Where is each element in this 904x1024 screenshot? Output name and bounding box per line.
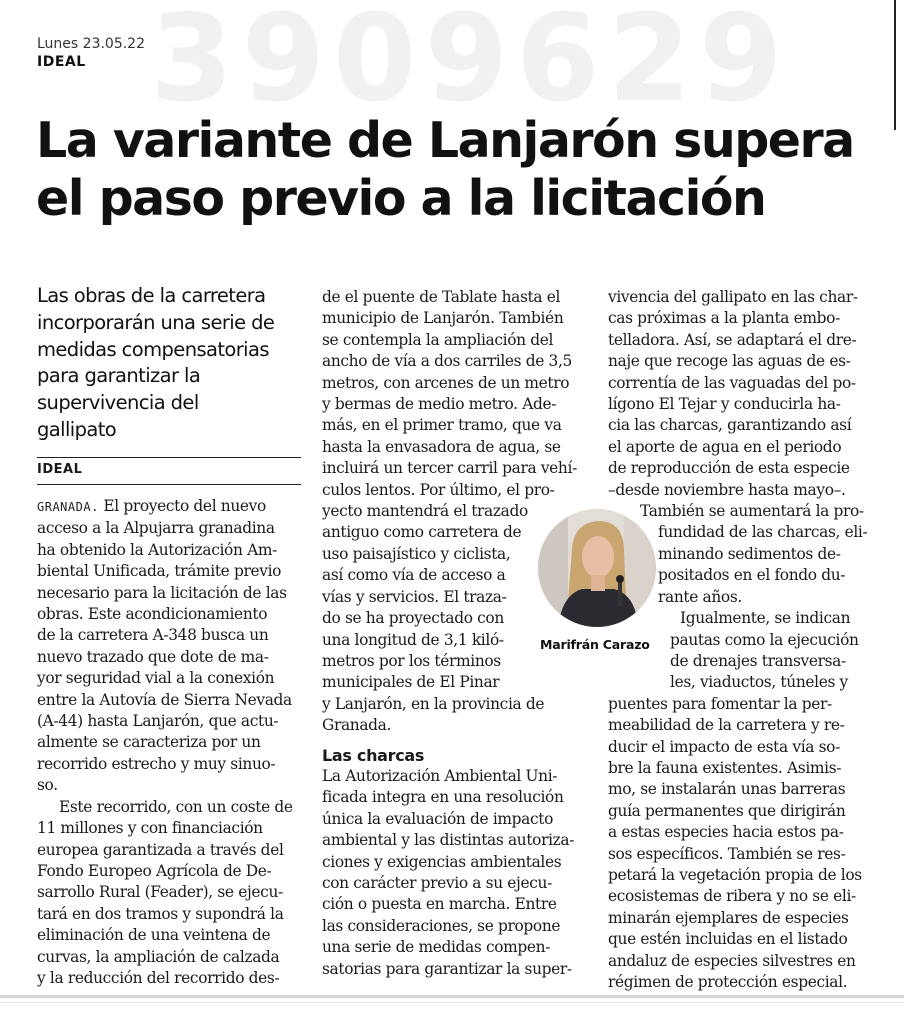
body-line: petará la vegetación propia de los: [608, 865, 862, 884]
footer-rule: [0, 995, 904, 998]
body-line: ancho de vía a dos carriles de 3,5: [322, 352, 572, 371]
body-line: una serie de medidas compen-: [322, 938, 551, 957]
body-line: almente se caracteriza por un: [37, 733, 261, 752]
body-line: con carácter previo a su ejecu-: [322, 873, 552, 892]
subheadline-line: medidas compensatorias: [37, 337, 269, 361]
subheadline-line: para garantizar la: [37, 364, 201, 388]
headline-line: La variante de Lanjarón supera: [36, 112, 854, 169]
body-line: vías y servicios. El traza-: [322, 587, 507, 606]
body-line: de la carretera A-348 busca un: [37, 626, 269, 645]
body-line: minando sedimentos de-: [658, 544, 841, 563]
body-line: ha obtenido la Autorización Am-: [37, 540, 277, 559]
footer-rule: [0, 1002, 904, 1003]
body-line: se contempla la ampliación del: [322, 330, 554, 349]
body-line: positados en el fondo du-: [658, 566, 846, 585]
body-line: ducir el impacto de esta vía so-: [608, 737, 840, 756]
body-line: y bermas de medio metro. Ade-: [322, 395, 557, 414]
body-line: puentes para fomentar la per-: [608, 694, 832, 713]
body-line: do se ha proyectado con: [322, 609, 504, 628]
body-line: de reproducción de esta especie: [608, 459, 850, 478]
body-line: ciones y exigencias ambientales: [322, 852, 562, 871]
body-line: ción o puesta en marcha. Entre: [322, 895, 557, 914]
body-line: Igualmente, se indican: [680, 609, 851, 628]
body-line: de el puente de Tablate hasta el: [322, 288, 561, 306]
body-line: así como vía de acceso a: [322, 566, 506, 585]
body-line: más, en el primer tramo, que va: [322, 416, 562, 435]
body-line: so.: [37, 776, 58, 795]
body-line: (A-44) hasta Lanjarón, que actu-: [37, 712, 279, 731]
subheadline-line: gallipato: [37, 417, 117, 441]
body-column-2: [322, 287, 577, 980]
body-line: europea garantizada a través del: [37, 840, 284, 859]
body-line: yor seguridad vial a la conexión: [37, 669, 275, 688]
subheadline-line: incorporarán una serie de: [37, 310, 275, 334]
body-line: sarrollo Rural (Feader), se ejecu-: [37, 883, 283, 902]
subheadline: [37, 283, 307, 444]
body-line: antiguo como carretera de: [322, 523, 522, 542]
body-line: las consideraciones, se propone: [322, 916, 561, 935]
body-line: La Autorización Ambiental Uni-: [322, 766, 558, 785]
photo-caption: Marifrán Carazo: [540, 637, 650, 652]
body-line: correntía de las vaguadas del po-: [608, 373, 856, 392]
body-line: fundidad de las charcas, eli-: [658, 523, 868, 542]
body-line: metros, con arcenes de un metro: [322, 373, 570, 392]
body-line: a estas especies hacia estos pa-: [608, 823, 844, 842]
body-line: naje que recoge las aguas de es-: [608, 352, 851, 371]
body-line: pautas como la ejecución: [670, 630, 859, 649]
body-line: recorrido estrecho y muy sinuo-: [37, 754, 276, 773]
body-line: acceso a la Alpujarra granadina: [37, 519, 275, 538]
body-line: rante años.: [658, 587, 742, 606]
body-column-1: [37, 496, 293, 989]
issue-date: Lunes 23.05.22: [37, 36, 146, 52]
body-line: y la reducción del recorrido des-: [37, 968, 280, 987]
body-line: yecto mantendrá el trazado: [322, 502, 528, 521]
body-line: uso paisajístico y ciclista,: [322, 544, 511, 563]
body-line: régimen de protección especial.: [608, 973, 848, 991]
body-line: municipales de El Pinar: [322, 673, 500, 692]
body-line: incluirá un tercer carril para vehí-: [322, 459, 577, 478]
body-line: cas próximas a la planta embo-: [608, 309, 840, 328]
byline-rule: [37, 457, 301, 458]
body-line: y Lanjarón, en la provincia de: [322, 694, 545, 713]
headline-line: el paso previo a la licitación: [36, 170, 766, 227]
body-line: satorias para garantizar la super-: [322, 959, 572, 978]
body-line: ficada integra en una resolución: [322, 788, 564, 807]
body-line: necesario para la licitación de las: [37, 583, 287, 602]
body-line: que estén incluidas en el listado: [608, 930, 848, 949]
byline: IDEAL: [37, 462, 83, 477]
body-line: GRANADA. El proyecto del nuevo: [37, 497, 266, 515]
body-line: única la evaluación de impacto: [322, 809, 553, 828]
portrait-photo: [538, 509, 656, 627]
body-line: guía permanentes que dirigirán: [608, 801, 846, 820]
body-line: andaluz de especies silvestres en: [608, 951, 856, 970]
headline: [36, 112, 886, 228]
portrait-photo-icon: [538, 509, 656, 627]
body-line: Este recorrido, con un coste de: [59, 797, 293, 816]
body-line: minarán ejemplares de especies: [608, 908, 849, 927]
body-line: curvas, la ampliación de calzada: [37, 947, 280, 966]
body-line: eliminación de una veintena de: [37, 926, 271, 945]
body-line: Fondo Europeo Agrícola de De-: [37, 861, 272, 880]
background-watermark: 3909629: [150, 0, 791, 120]
body-line: nuevo trazado que dote de ma-: [37, 647, 269, 666]
subheadline-line: supervivencia del: [37, 391, 199, 415]
body-line: municipio de Lanjarón. También: [322, 309, 564, 328]
body-line: tará en dos tramos y supondrá la: [37, 904, 284, 923]
body-line: mo, se instalarán unas barreras: [608, 780, 846, 799]
body-line: ecosistemas de ribera y no se eli-: [608, 887, 856, 906]
page-edge-rule: [894, 0, 896, 130]
body-line: También se aumentará la pro-: [640, 502, 864, 521]
body-line: una longitud de 3,1 kiló-: [322, 630, 504, 649]
body-line: biental Unificada, trámite previo: [37, 562, 282, 581]
body-line: lígono El Tejar y conducirla ha-: [608, 395, 841, 414]
body-line: culos lentos. Por último, el pro-: [322, 480, 555, 499]
section-heading: Las charcas: [322, 745, 425, 765]
body-line: entre la Autovía de Sierra Nevada: [37, 690, 292, 709]
body-line: 11 millones y con financiación: [37, 819, 263, 838]
byline-rule: [37, 484, 301, 485]
body-line: sos específicos. También se res-: [608, 844, 846, 863]
body-line: hasta la envasadora de agua, se: [322, 437, 561, 456]
body-line: bre la fauna existentes. Asimis-: [608, 758, 842, 777]
publication-name: IDEAL: [37, 54, 86, 70]
dateline-city: GRANADA.: [37, 500, 99, 514]
body-line: metros por los términos: [322, 651, 501, 670]
spacer: [322, 737, 577, 745]
body-line: Granada.: [322, 716, 392, 735]
body-line: de drenajes transversa-: [670, 651, 846, 670]
body-line: obras. Este acondicionamiento: [37, 605, 268, 624]
subheadline-line: Las obras de la carretera: [37, 284, 266, 307]
body-line: meabilidad de la carretera y re-: [608, 716, 845, 735]
body-line: el aporte de agua en el periodo: [608, 437, 842, 456]
body-line: ambiental y las distintas autoriza-: [322, 831, 575, 850]
body-line: vivencia del gallipato en las char-: [608, 288, 858, 306]
body-line: les, viaductos, túneles y: [670, 673, 848, 692]
body-line: telladora. Así, se adaptará el dre-: [608, 330, 857, 349]
body-line: –desde noviembre hasta mayo–.: [608, 480, 846, 499]
body-line: cia las charcas, garantizando así: [608, 416, 852, 435]
